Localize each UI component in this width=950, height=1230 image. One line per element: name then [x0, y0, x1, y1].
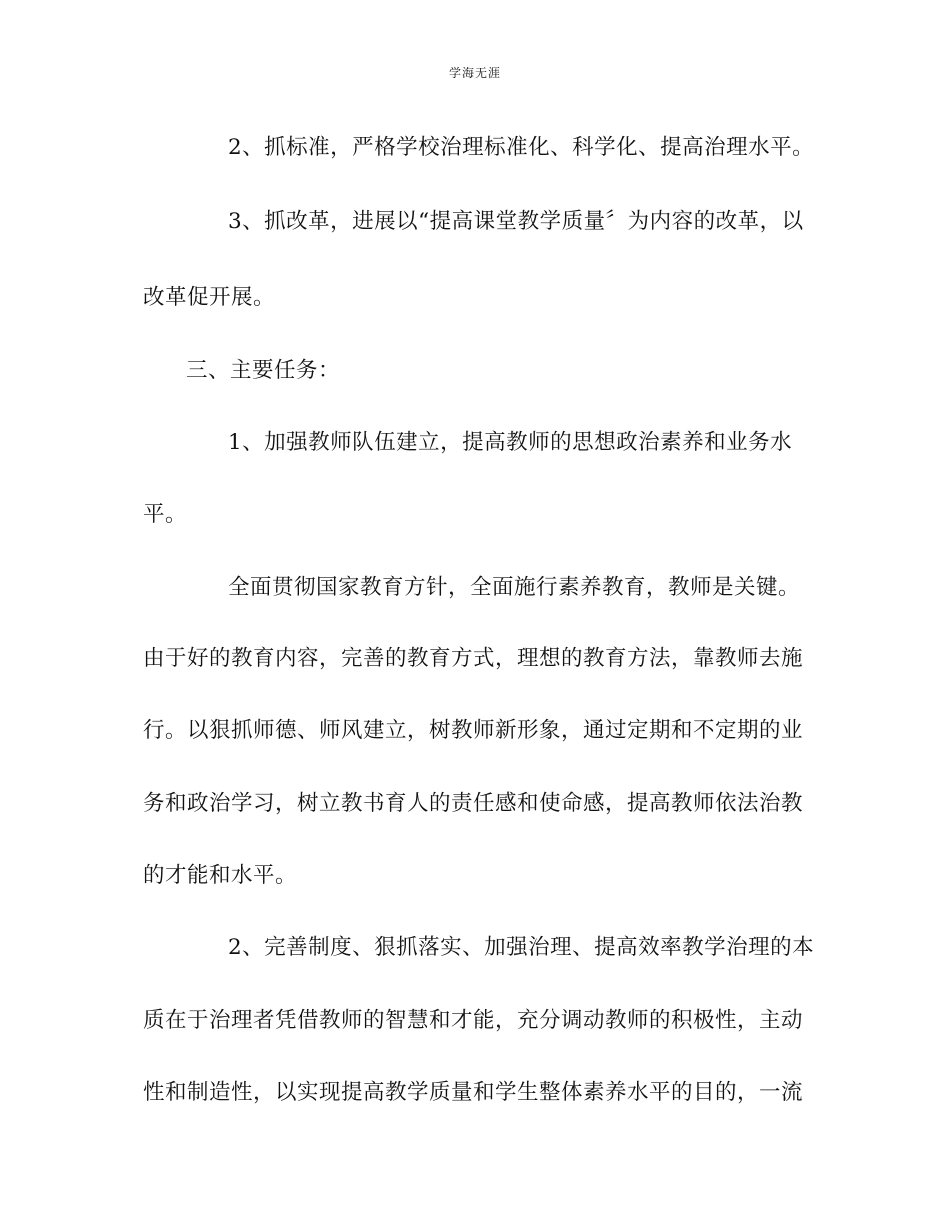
paragraph-line: 性和制造性，以实现提高教学质量和学生整体素养水平的目的，一流 — [143, 1080, 804, 1105]
section-heading: 三、主要任务： — [186, 358, 341, 383]
paragraph-line: 行。以狠抓师德、师风建立，树教师新形象，通过定期和不定期的业 — [143, 718, 804, 743]
paragraph-line: 1、加强教师队伍建立，提高教师的思想政治素养和业务水 — [228, 430, 793, 455]
paragraph-line: 2、抓标准，严格学校治理标准化、科学化、提高治理水平。 — [228, 135, 815, 160]
page-header: 学海无涯 — [448, 66, 501, 80]
paragraph-line: 质在于治理者凭借教师的智慧和才能，充分调动教师的积极性，主动 — [143, 1008, 804, 1033]
paragraph-line: 全面贯彻国家教育方针，全面施行素养教育，教师是关键。 — [228, 575, 801, 600]
paragraph-line: 的才能和水平。 — [143, 863, 298, 888]
paragraph-line: 改革促开展。 — [143, 285, 276, 310]
paragraph-line: 3、抓改革，进展以“提高课堂教学质量〞为内容的改革，以 — [228, 209, 804, 234]
paragraph-line: 由于好的教育内容，完善的教育方式，理想的教育方法，靠教师去施 — [143, 646, 804, 671]
paragraph-line: 2、完善制度、狠抓落实、加强治理、提高效率教学治理的本 — [228, 935, 815, 960]
paragraph-line: 平。 — [143, 502, 188, 527]
paragraph-line: 务和政治学习，树立教书育人的责任感和使命感，提高教师依法治教 — [143, 791, 804, 816]
